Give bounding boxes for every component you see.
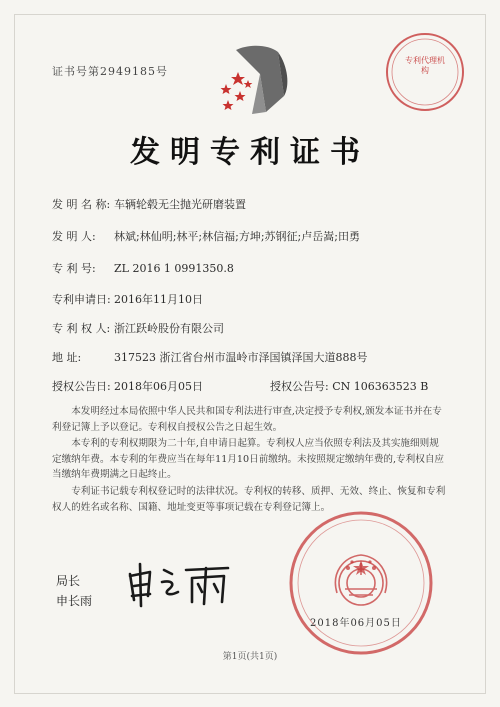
patent-number-label: 专 利 号: bbox=[52, 262, 96, 275]
top-seal-text: 专利代理机构 bbox=[405, 56, 445, 75]
page-number: 第1页(共1页) bbox=[222, 652, 278, 662]
announcement-number-label: 授权公告号: bbox=[270, 380, 329, 393]
patentee-row bbox=[52, 322, 224, 336]
statement-paragraph-3: 专利证书记载专利权登记时的法律状况。专利权的转移、质押、无效、终止、恢复和专利权人的姓名或名称、国籍、地址变更等事项记载在专利登记簿上。 bbox=[52, 486, 446, 513]
address-value: 317523 浙江省台州市温岭市泽国镇泽国大道888号 bbox=[114, 351, 368, 364]
announcement-date-label: 授权公告日: bbox=[52, 380, 111, 393]
patentee-label: 专 利 权 人: bbox=[52, 322, 111, 335]
signatory-position: 局长 bbox=[56, 574, 81, 588]
inventors-row bbox=[52, 230, 360, 244]
patent-office-emblem-icon bbox=[208, 36, 304, 122]
patent-number-value: ZL 2016 1 0991350.8 bbox=[114, 262, 234, 275]
invention-name-row bbox=[52, 198, 246, 212]
page-title: 发明专利证书 bbox=[130, 135, 370, 170]
certificate-number: 证书号第2949185号 bbox=[52, 65, 168, 78]
filing-date-row bbox=[52, 293, 203, 307]
invention-name-value: 车辆轮毂无尘抛光研磨装置 bbox=[114, 198, 246, 211]
agency-seal-icon bbox=[383, 30, 467, 114]
inventors-value: 林斌;林仙明;林平;林信福;方坤;苏钢征;卢岳嵩;田勇 bbox=[114, 230, 360, 243]
inventors-label: 发 明 人: bbox=[52, 230, 96, 243]
signatory-name: 申长雨 bbox=[56, 594, 93, 608]
patent-number-row bbox=[52, 262, 234, 276]
national-ip-office-seal-icon bbox=[286, 508, 436, 658]
address-row bbox=[52, 351, 367, 365]
address-label: 地 址: bbox=[52, 351, 82, 364]
patentee-value: 浙江跃岭股份有限公司 bbox=[114, 322, 224, 335]
announcement-row bbox=[52, 380, 472, 394]
announcement-number-value: CN 106363523 B bbox=[332, 380, 429, 393]
filing-date-label: 专利申请日: bbox=[52, 293, 111, 306]
announcement-number bbox=[270, 380, 428, 394]
filing-date-value: 2016年11月10日 bbox=[114, 293, 203, 306]
seal-date: 2018年06月05日 bbox=[310, 618, 402, 629]
announcement-date-value: 2018年06月05日 bbox=[114, 380, 203, 393]
statement-paragraph-1: 本发明经过本局依照中华人民共和国专利法进行审查,决定授予专利权,颁发本证书并在专利登记簿上予以登记。专利权自授权公告之日起生效。 bbox=[52, 406, 442, 433]
handwritten-signature-icon bbox=[120, 560, 240, 610]
statement-paragraph-2: 本专利的专利权期限为二十年,自申请日起算。专利权人应当依照专利法及其实施细则规定缴纳年费。本专利的年费应当在每年11月10日前缴纳。未按照规定缴纳年费的,专利权自应当缴纳年费期满之日起终止。 bbox=[52, 438, 445, 480]
invention-name-label: 发 明 名 称: bbox=[52, 198, 111, 211]
